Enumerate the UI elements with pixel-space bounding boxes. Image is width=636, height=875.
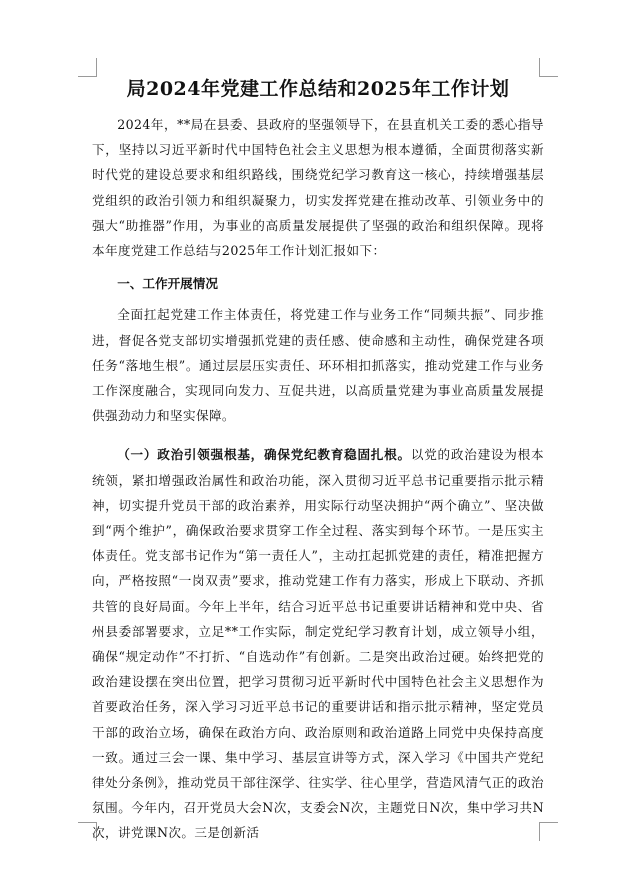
section-heading-work-overview: 一、工作开展情况 bbox=[117, 276, 218, 292]
document-title: 局2024年党建工作总结和2025年工作计划 bbox=[126, 78, 510, 100]
page-corner-mark-top-left bbox=[78, 58, 97, 77]
document-page bbox=[92, 76, 544, 846]
section-paragraph-work-overview: 全面扛起党建工作主体责任，将党建工作与业务工作“同频共振”、同步推进，督促各党支部切实增强抓党建的责任感、使命感和主动性，确保党建各项任务“落地生根”。通过层层压实责任、环环相扣抓落实，推动党建工作与业务工作深度融合，实现同向发力、互促共进，以高质量党建为事业高质量发展提供强劲动力和坚实保障。 bbox=[92, 307, 544, 424]
paragraph-spacer bbox=[92, 428, 544, 442]
intro-paragraph: 2024年，**局在县委、县政府的坚强领导下，在县直机关工委的悉心指导下，坚持以习近平新时代中国特色社会主义思想为根本遵循，全面贯彻落实新时代党的建设总要求和组织路线，围绕党纪学习教育这一核心，持续增强基层党组织的政治引领力和组织凝聚力，切实发挥党建在推动改革、引领业务中的强大“助推器”作用，为事业的高质量发展提供了坚强的政治和组织保障。现将本年度党建工作总结与2025年工作计划汇报如下： bbox=[92, 117, 544, 259]
page-corner-mark-top-right bbox=[539, 58, 558, 77]
subsection-body-political-leadership: 以党的政治建设为根本统领，紧扣增强政治属性和政治功能，深入贯彻习近平总书记重要指示批示精神，切实提升党员干部的政治素养，用实际行动坚决拥护“两个确立”、坚决做到“两个维护”，确保政治要求贯穿工作全过程、落实到每个环节。一是压实主体责任。党支部书记作为“第一责任人”，主动扛起抓党建的责任，精准把握方向，严格按照“一岗双责”要求，推动党建工作有力落实，形成上下联动、齐抓共管的良好局面。今年上半年，结合习近平总书记重要讲话精神和党中央、省州县委部署要求，立足**工作实际，制定党纪学习教育计划，成立领导小组，确保“规定动作”不打折、“自选动作”有创新。二是突出政治过硬。始终把党的政治建设摆在突出位置，把学习贯彻习近平新时代中国特色社会主义思想作为首要政治任务，深入学习习近平总书记的重要讲话和指示批示精神，坚定党员干部的政治立场，确保在政治方向、政治原则和政治道路上同党中央保持高度一致。通过三会一课、集中学习、基层宣讲等方式，深入学习《中国共产党纪律处分条例》，推动党员干部往深学、往实学、往心里学，营造风清气正的政治氛围。今年内，召开党员大会N次，支委会N次，主题党日N次，集中学习共N次，讲党课N次。三是创新活 bbox=[92, 447, 544, 841]
subsection-paragraph-political-leadership bbox=[92, 442, 544, 845]
subsection-lead-political-leadership: （一）政治引领强根基，确保党纪教育稳固扎根。 bbox=[117, 447, 411, 463]
